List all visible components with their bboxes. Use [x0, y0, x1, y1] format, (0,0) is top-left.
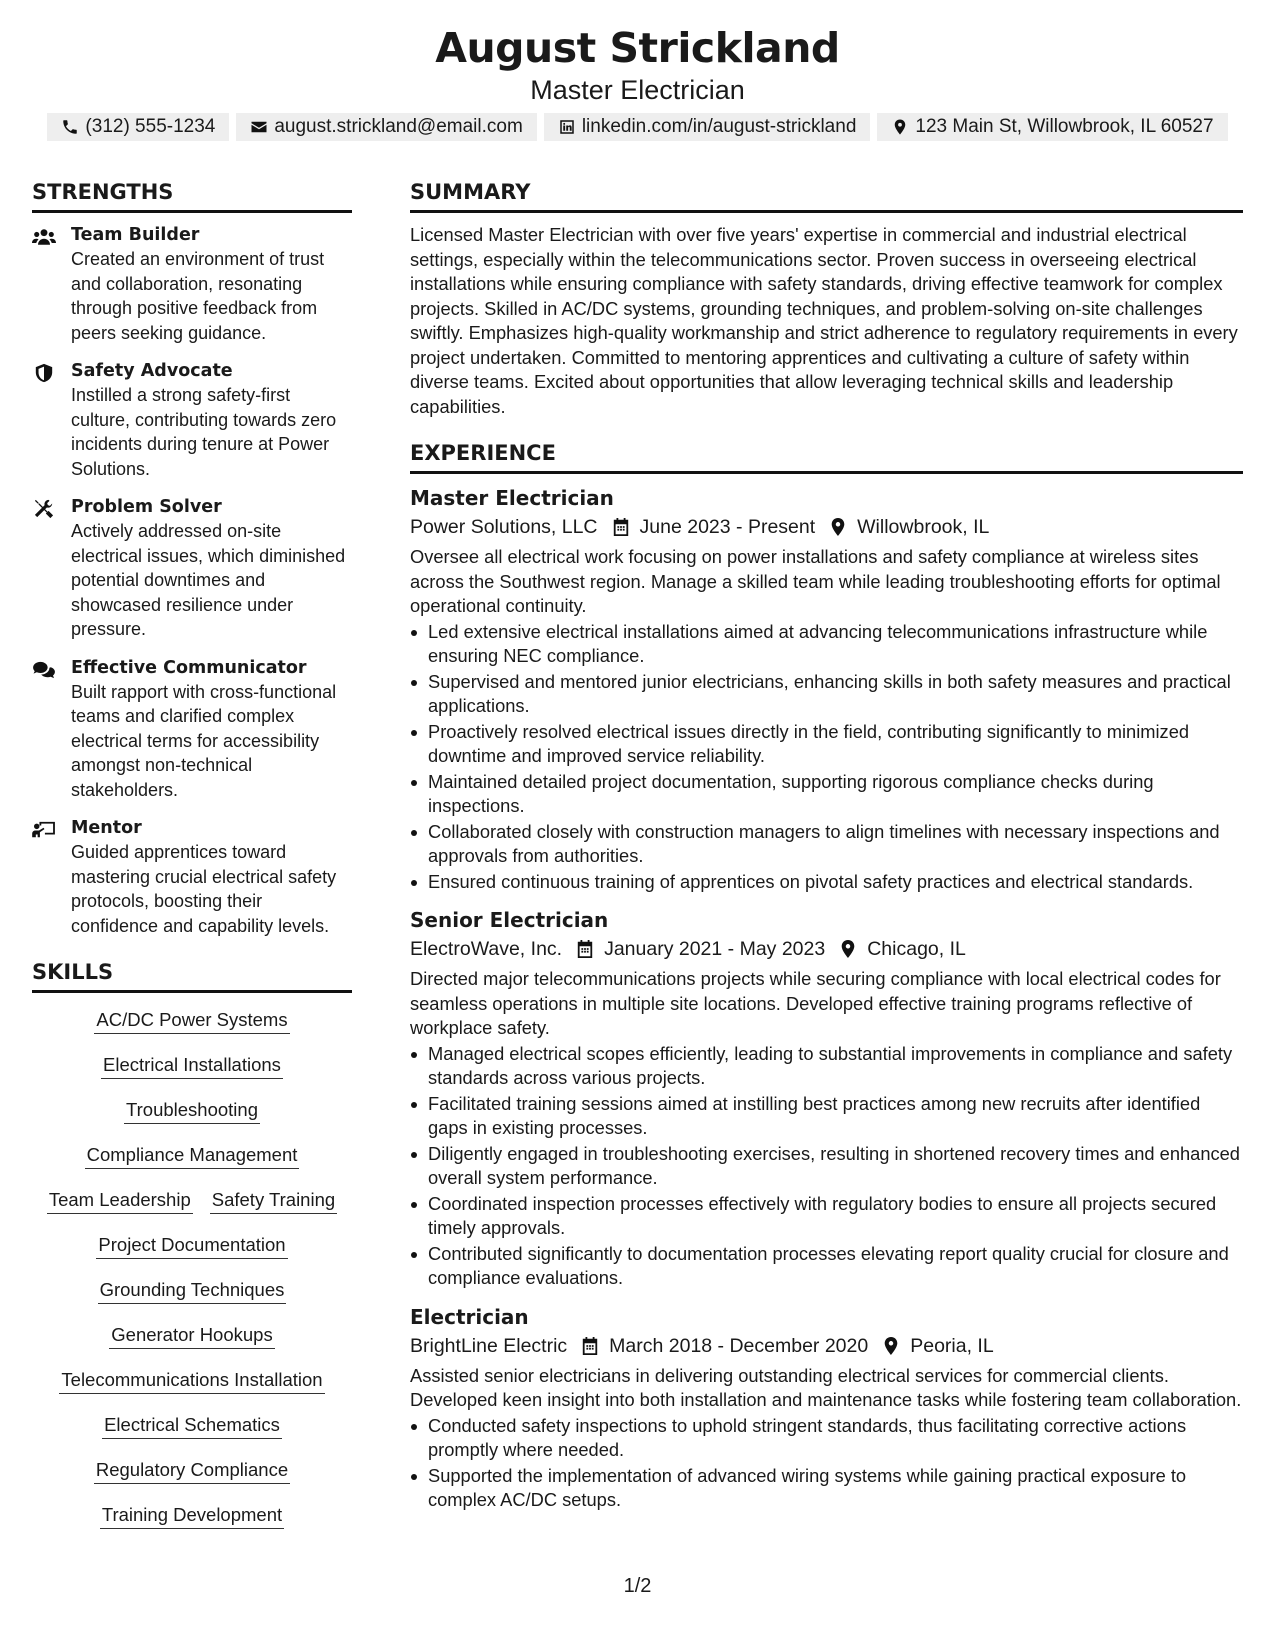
skill-tag: Electrical Schematics	[102, 1412, 282, 1439]
skill-tag: Electrical Installations	[101, 1052, 283, 1079]
users-icon	[32, 227, 56, 247]
skill-tag: AC/DC Power Systems	[94, 1007, 289, 1034]
job-meta	[410, 934, 1243, 964]
job-dates: June 2023 - Present	[639, 516, 816, 538]
tools-icon	[32, 499, 56, 519]
contact-phone-text: (312) 555-1234	[85, 116, 216, 137]
experience-section	[410, 439, 1243, 1513]
job-dates: March 2018 - December 2020	[609, 1334, 869, 1357]
strength-title: Team Builder	[71, 225, 200, 245]
job-bullet: Diligently engaged in troubleshooting exercises, resulting in shortened recovery times and enhanced overall system performance.	[410, 1142, 1243, 1191]
job-bullets	[410, 1042, 1243, 1291]
job-bullet: Ensured continuous training of apprentices on pivotal safety practices and electrical standards.	[410, 870, 1243, 895]
job-bullet: Proactively resolved electrical issues directly in the field, contributing significantly to minimized downtime and improved service reliability.	[410, 720, 1243, 769]
strengths-heading: STRENGTHS	[32, 178, 352, 213]
contact-email-text: august.strickland@email.com	[274, 116, 523, 137]
page-number: 1/2	[623, 1575, 652, 1597]
job-title: Senior Electrician	[410, 908, 609, 932]
map-pin-icon	[839, 939, 857, 959]
strength-item	[32, 223, 352, 345]
map-pin-icon	[829, 517, 847, 537]
strength-desc: Guided apprentices toward mastering crucial electrical safety protocols, boosting their confidence and capability levels.	[71, 842, 337, 936]
skill-tag: Generator Hookups	[109, 1322, 274, 1349]
job-bullet: Supported the implementation of advanced wiring systems while gaining practical exposure to complex AC/DC setups.	[410, 1464, 1243, 1513]
contact-phone[interactable]	[47, 113, 229, 141]
job-bullet: Coordinated inspection processes effectively with regulatory bodies to ensure all projects secured timely approvals.	[410, 1192, 1243, 1241]
strength-desc: Actively addressed on-site electrical issues, which diminished potential downtimes and showcased resilience under pressure.	[71, 521, 346, 639]
job-meta	[410, 1331, 1243, 1361]
skill-tag: Troubleshooting	[124, 1097, 260, 1124]
skill-tag: Regulatory Compliance	[94, 1457, 290, 1484]
job-meta	[410, 512, 1243, 542]
contact-linkedin[interactable]	[544, 113, 871, 141]
summary-section	[410, 178, 1243, 419]
strength-title: Effective Communicator	[71, 657, 307, 678]
strength-item	[32, 359, 352, 481]
skill-tag: Compliance Management	[85, 1142, 300, 1169]
job-bullet: Facilitated training sessions aimed at instilling best practices among new recruits after identified gaps in existing processes.	[410, 1092, 1243, 1141]
skills-section	[32, 958, 352, 1547]
strength-title: Safety Advocate	[71, 361, 233, 381]
job-bullets	[410, 1414, 1243, 1513]
job-bullet: Maintained detailed project documentation, supporting rigorous compliance checks during inspections.	[410, 770, 1243, 819]
job-bullet: Supervised and mentored junior electricians, enhancing skills in both safety measures and practical applications.	[410, 670, 1243, 719]
job-description: Directed major telecommunications projects while securing compliance with local electrical codes for seamless operations in multiple site locations. Developed effective training programs reflective of workplace safety.	[410, 968, 1221, 1038]
strength-desc: Created an environment of trust and collaboration, resonating through positive feedback from peers seeking guidance.	[71, 249, 325, 343]
candidate-title: Master Electrician	[530, 75, 745, 105]
strength-title: Mentor	[71, 818, 142, 838]
comments-icon	[32, 660, 56, 680]
contact-address[interactable]	[877, 113, 1227, 141]
candidate-name: August Strickland	[435, 24, 840, 72]
contact-email[interactable]	[236, 113, 536, 141]
resume-header	[0, 22, 1275, 106]
contact-linkedin-text: linkedin.com/in/august-strickland	[581, 116, 857, 137]
calendar-icon	[576, 939, 594, 959]
envelope-icon	[250, 118, 268, 136]
job-bullets	[410, 620, 1243, 895]
skill-tag: Safety Training	[210, 1187, 337, 1214]
job-location: Willowbrook, IL	[857, 516, 990, 538]
skill-tag: Project Documentation	[96, 1232, 287, 1259]
summary-text: Licensed Master Electrician with over five years' expertise in commercial and industrial electrical settings, especially within the telecommunications sector. Proven success in overseeing electrical installations while ensuring compliance with safety standards, driving effective teamwork for complex projects. Skilled in AC/DC systems, grounding techniques, and problem-solving on-site challenges swiftly. Emphasizes high-quality workmanship and strict adherence to regulatory requirements in every project undertaken. Committed to mentoring apprentices and cultivating a culture of safety within diverse teams. Excited about opportunities that allow leveraging technical skills and leadership capabilities.	[410, 224, 1238, 417]
strength-desc: Instilled a strong safety-first culture, contributing towards zero incidents during tenure at Power Solutions.	[71, 385, 337, 479]
skill-tag: Team Leadership	[47, 1187, 193, 1214]
map-pin-icon	[882, 1336, 900, 1356]
right-column	[410, 178, 1243, 1525]
job-company: ElectroWave, Inc.	[410, 938, 563, 960]
strength-item	[32, 816, 352, 938]
contact-address-text: 123 Main St, Willowbrook, IL 60527	[915, 116, 1214, 137]
strength-item	[32, 495, 352, 642]
job-bullet: Managed electrical scopes efficiently, leading to substantial improvements in compliance and safety standards across various projects.	[410, 1042, 1243, 1091]
strength-title: Problem Solver	[71, 497, 222, 517]
summary-heading: SUMMARY	[410, 178, 1243, 213]
phone-icon	[61, 118, 79, 136]
job-bullet: Contributed significantly to documentation processes elevating report quality crucial for closure and compliance evaluations.	[410, 1242, 1243, 1291]
map-pin-icon	[891, 118, 909, 136]
strength-item	[32, 656, 352, 803]
job-entry	[410, 906, 1243, 1291]
chalkboard-teacher-icon	[32, 820, 56, 840]
job-description: Oversee all electrical work focusing on power installations and safety compliance at wireless sites across the Southwest region. Manage a skilled team while leading troubleshooting efforts for optimal operational continuity.	[410, 546, 1221, 616]
job-company: BrightLine Electric	[410, 1334, 568, 1357]
job-bullet: Conducted safety inspections to uphold stringent standards, thus facilitating corrective actions promptly where needed.	[410, 1414, 1243, 1463]
job-entry	[410, 484, 1243, 894]
job-bullet: Led extensive electrical installations aimed at advancing telecommunications infrastructure while ensuring NEC compliance.	[410, 620, 1243, 669]
job-entry	[410, 1303, 1243, 1513]
job-bullet: Collaborated closely with construction managers to align timelines with necessary inspections and approvals from authorities.	[410, 820, 1243, 869]
job-description: Assisted senior electricians in delivering outstanding electrical services for commercial clients. Developed keen insight into both installation and maintenance tasks while fostering team collaboration.	[410, 1364, 1242, 1410]
experience-heading: EXPERIENCE	[410, 439, 1243, 474]
job-title: Master Electrician	[410, 486, 614, 510]
job-company: Power Solutions, LLC	[410, 516, 598, 538]
calendar-icon	[612, 517, 630, 537]
skills-heading: SKILLS	[32, 958, 352, 993]
calendar-icon	[581, 1336, 599, 1356]
job-location: Chicago, IL	[867, 938, 966, 960]
job-dates: January 2021 - May 2023	[604, 938, 826, 960]
shield-icon	[32, 363, 56, 383]
left-column	[32, 178, 352, 1547]
linkedin-icon	[558, 118, 576, 136]
skill-tag: Training Development	[100, 1502, 284, 1529]
skill-tag: Telecommunications Installation	[59, 1367, 324, 1394]
job-title: Electrician	[410, 1304, 529, 1329]
contact-bar	[0, 113, 1275, 141]
strength-desc: Built rapport with cross-functional teams and clarified complex electrical terms for accessibility amongst non-technical stakeholders.	[71, 681, 337, 800]
skill-tag: Grounding Techniques	[98, 1277, 287, 1304]
job-location: Peoria, IL	[910, 1334, 994, 1357]
skill-list	[32, 1003, 352, 1547]
